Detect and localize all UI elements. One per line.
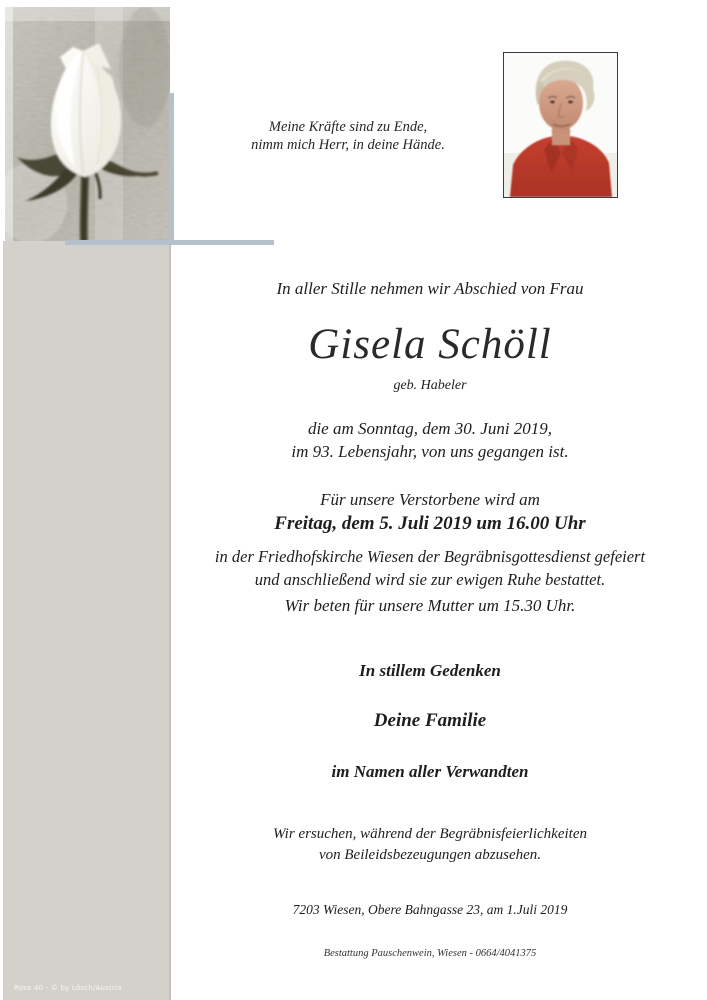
relatives-line: im Namen aller Verwandten [331, 762, 529, 781]
maiden-name: geb. Habeler [393, 378, 467, 393]
epitaph-line-2: nimm mich Herr, in deine Hände. [251, 136, 445, 153]
deceased-name: Gisela Schöll [308, 321, 552, 368]
vertical-accent-line [169, 93, 174, 245]
service-intro-line: Für unsere Verstorbene wird am [320, 490, 540, 509]
service-datetime: Freitag, dem 5. Juli 2019 um 16.00 Uhr [274, 513, 586, 534]
rose-photo [5, 7, 170, 241]
prayer-line: Wir beten für unsere Mutter um 15.30 Uhr. [284, 596, 576, 615]
rose-photo-credit: Rose 40 - © by Lösch/Austria [14, 984, 122, 992]
epitaph-quote [233, 119, 463, 154]
remembrance-line: In stillem Gedenken [359, 661, 501, 680]
family-signature: Deine Familie [373, 710, 487, 731]
address-date-line: 7203 Wiesen, Obere Bahngasse 23, am 1.Juli 2019 [292, 902, 568, 917]
left-gray-strip [3, 241, 171, 1000]
funeral-home-line: Bestattung Pauschenwein, Wiesen - 0664/4041375 [323, 948, 537, 959]
horizontal-accent-line [65, 240, 274, 245]
epitaph-line-1: Meine Kräfte sind zu Ende, [268, 119, 428, 135]
death-age-line: im 93. Lebensjahr, von uns gegangen ist. [291, 442, 569, 461]
service-place-line: in der Friedhofskirche Wiesen der Begräbnisgottesdienst gefeiert [214, 547, 646, 566]
intro-line: In aller Stille nehmen wir Abschied von Frau [276, 279, 584, 298]
service-burial-line: und anschließend wird sie zur ewigen Ruhe bestattet. [254, 570, 606, 589]
condolence-line-1: Wir ersuchen, während der Begräbnisfeierlichkeiten [273, 826, 587, 842]
condolence-line-2: von Beileidsbezeugungen abzusehen. [318, 847, 542, 863]
portrait-photo [503, 52, 618, 198]
death-date-line: die am Sonntag, dem 30. Juni 2019, [307, 419, 553, 438]
